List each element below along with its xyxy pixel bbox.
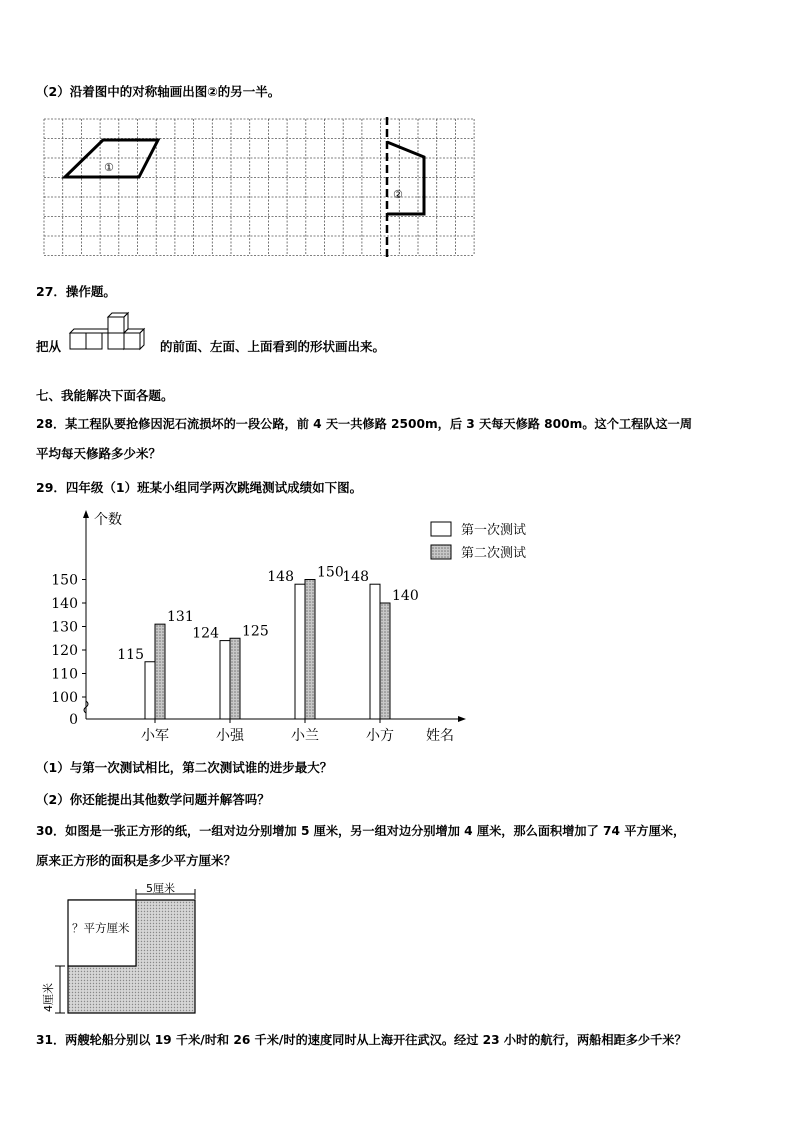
x-tick-label: 小军 xyxy=(141,728,169,744)
bar-second-0 xyxy=(155,624,165,719)
q27-title: 27．操作题。 xyxy=(36,284,116,299)
y-tick-label: 130 xyxy=(51,619,78,636)
bar-second-3 xyxy=(380,603,390,719)
data-label-first-3: 148 xyxy=(342,569,369,586)
data-label-first-1: 124 xyxy=(192,625,219,642)
y-tick-label: 150 xyxy=(51,572,78,589)
q29-sub1: （1）与第一次测试相比，第二次测试谁的进步最大？ xyxy=(36,760,333,775)
data-label-second-2: 150 xyxy=(317,564,344,581)
legend-label-1: 第二次测试 xyxy=(461,546,527,561)
bar-first-2 xyxy=(295,584,305,719)
x-axis-arrow xyxy=(458,716,466,722)
y-tick-label: 120 xyxy=(51,643,78,659)
y-axis-title: 个数 xyxy=(94,512,122,528)
half-shape-2 xyxy=(387,142,424,214)
legend-swatch-0 xyxy=(431,522,451,536)
bar-first-1 xyxy=(220,641,230,719)
x-tick-label: 小强 xyxy=(216,728,244,744)
section-7-heading: 七、我能解决下面各题。 xyxy=(36,388,174,403)
legend-label-0: 第一次测试 xyxy=(461,523,527,538)
q30-line1: 30．如图是一张正方形的纸，一组对边分别增加 5 厘米，另一组对边分别增加 4 厘米，那么面积增加了 74 平方厘米， xyxy=(36,824,686,838)
q30-line2: 原来正方形的面积是多少平方厘米？ xyxy=(36,853,237,868)
jump-rope-bar-chart xyxy=(51,508,540,748)
y-tick-label: 100 xyxy=(51,690,78,706)
q27-prefix: 把从 xyxy=(36,339,62,354)
x-tick-label: 小方 xyxy=(366,728,394,744)
q29-sub2: （2）你还能提出其他数学问题并解答吗？ xyxy=(36,792,270,807)
shape-2-label: ② xyxy=(393,188,403,201)
legend-swatch-1 xyxy=(431,545,451,559)
symmetry-grid-figure xyxy=(44,119,474,259)
y-tick-label: 110 xyxy=(51,666,78,683)
q28-line2: 平均每天修路多少米？ xyxy=(36,446,162,461)
data-label-first-2: 148 xyxy=(267,569,294,586)
q31-text: 31．两艘轮船分别以 19 千米/时和 26 千米/时的速度同时从上海开往武汉。经过 23 小时的航行，两船相距多少千米？ xyxy=(36,1033,687,1047)
square-paper-figure xyxy=(32,880,212,1020)
bar-second-1 xyxy=(230,638,240,719)
q26-part2-text: （2）沿着图中的对称轴画出图②的另一半。 xyxy=(36,84,281,99)
x-tick-label: 小兰 xyxy=(291,728,319,744)
cube-stack-figure xyxy=(66,309,156,359)
data-label-second-1: 125 xyxy=(242,623,269,640)
y-tick-label: 140 xyxy=(51,596,78,612)
bar-first-0 xyxy=(145,662,155,719)
y-tick-label: 0 xyxy=(69,712,78,728)
q28-line1: 28．某工程队要抢修因泥石流损坏的一段公路，前 4 天一共修路 2500m，后 3 天每天修路 800m。这个工程队这一周 xyxy=(36,417,693,431)
bar-second-2 xyxy=(305,580,315,720)
dimension-4cm: 4厘米 xyxy=(42,983,55,1012)
y-axis-arrow xyxy=(83,510,89,518)
dimension-5cm: 5厘米 xyxy=(146,882,175,895)
q29-title: 29．四年级（1）班某小组同学两次跳绳测试成绩如下图。 xyxy=(36,480,363,495)
data-label-second-3: 140 xyxy=(392,588,419,604)
unknown-area-label: ？平方厘米 xyxy=(72,921,130,935)
shape-1-label: ① xyxy=(104,161,114,174)
data-label-second-0: 131 xyxy=(167,609,194,626)
data-label-first-0: 115 xyxy=(117,646,144,663)
x-axis-title: 姓名 xyxy=(426,728,454,744)
bar-first-3 xyxy=(370,584,380,719)
q27-suffix: 的前面、左面、上面看到的形状画出来。 xyxy=(160,339,386,354)
